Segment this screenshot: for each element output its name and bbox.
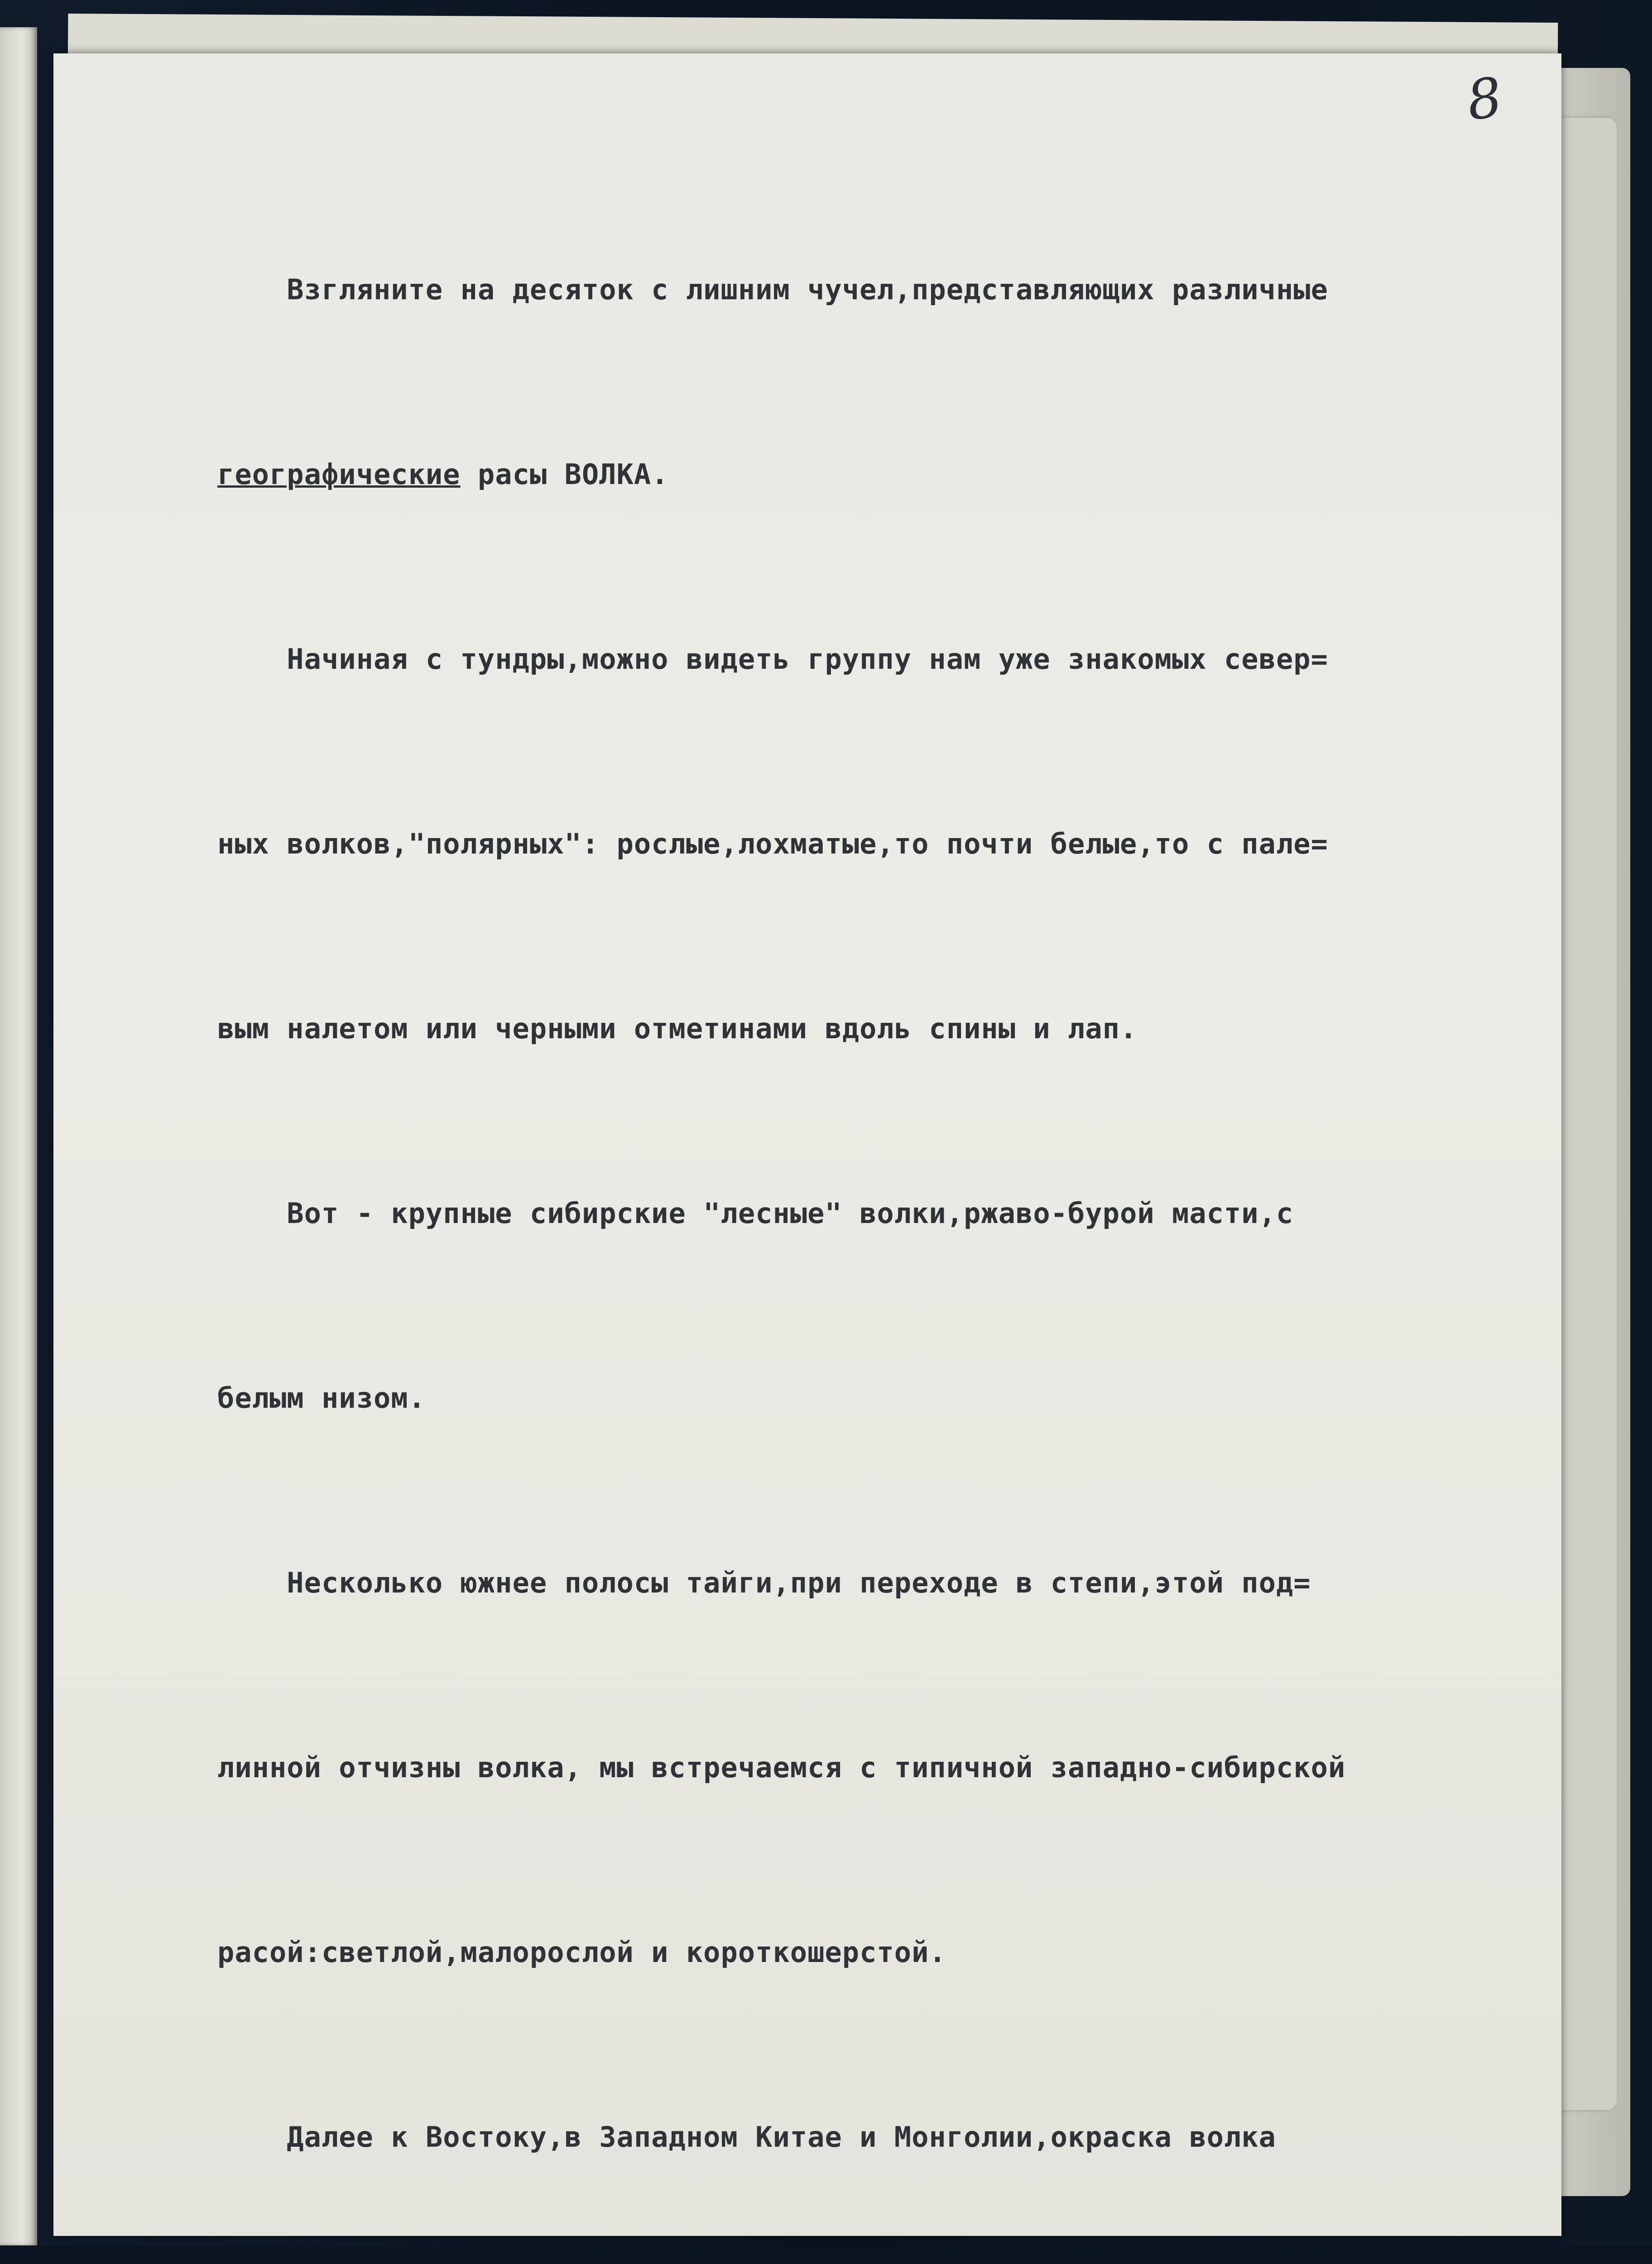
text-line: ных волков,"полярных": рослые,лохматые,то почти белые,то с пале= xyxy=(217,827,1328,860)
text-line: белым низом. xyxy=(217,1381,426,1415)
text-line: Взгляните на десяток с лишним чучел,представляющих различные xyxy=(217,273,1328,306)
text-line: линной отчизны волка, мы встречаемся с типичной западно-сибирской xyxy=(217,1751,1346,1784)
handwritten-page-number: 8 xyxy=(1463,66,1506,133)
text-line: Далее к Востоку,в Западном Китае и Монголии,окраска волка xyxy=(217,2120,1276,2154)
text-line xyxy=(217,444,1558,505)
text-line: Вот - крупные сибирские "лесные" волки,ржаво-бурой масти,с xyxy=(217,1197,1294,1230)
underlined-word: географические xyxy=(217,458,461,491)
text-line: Несколько южнее полосы тайги,при переходе в степи,этой под= xyxy=(217,1566,1311,1599)
text-line: Начиная с тундры,можно видеть группу нам уже знакомых север= xyxy=(217,643,1328,676)
text-line: вым налетом или черными отметинами вдоль спины и лап. xyxy=(217,1012,1138,1045)
text-line-rest: расы ВОЛКА. xyxy=(460,458,669,491)
typed-text-block xyxy=(217,136,1558,2264)
left-page-edge xyxy=(0,27,37,2245)
text-line: расой:светлой,малорослой и короткошерстой. xyxy=(217,1936,946,1969)
